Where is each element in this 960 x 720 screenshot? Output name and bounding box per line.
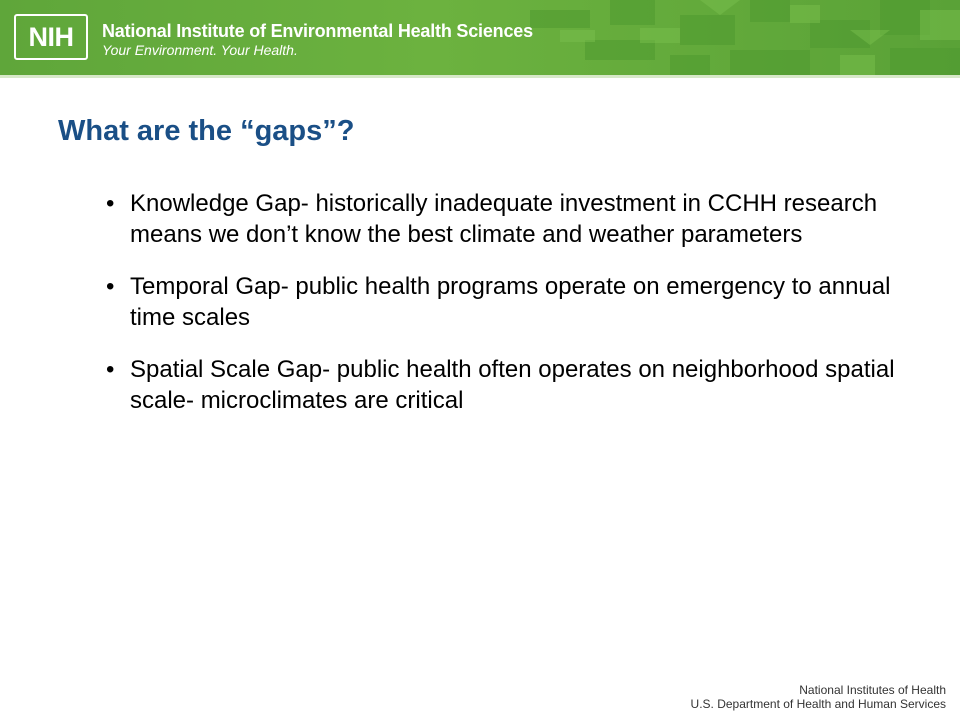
bullet-item-knowledge-gap — [106, 188, 906, 250]
footer-line-nih: National Institutes of Health — [799, 683, 946, 697]
footer-line-hhs: U.S. Department of Health and Human Services — [690, 697, 946, 711]
header-banner — [0, 0, 960, 75]
banner-divider — [0, 75, 960, 78]
nih-logo-text: NIH — [28, 21, 74, 52]
bullet-text: Knowledge Gap- historically inadequate investment in CCHH research means we don’t know the best climate and weather parameters — [130, 190, 878, 248]
nih-logo — [14, 14, 88, 60]
bullet-item-temporal-gap — [106, 271, 906, 333]
bullet-list — [106, 188, 906, 437]
bullet-marker: • — [106, 356, 115, 383]
bullet-marker: • — [106, 190, 115, 217]
bullet-marker: • — [106, 273, 115, 300]
organization-tagline: Your Environment. Your Health. — [102, 42, 298, 58]
bullet-text: Temporal Gap- public health programs operate on emergency to annual time scales — [130, 273, 891, 331]
slide-title: What are the “gaps”? — [58, 115, 355, 147]
bullet-text: Spatial Scale Gap- public health often operates on neighborhood spatial scale- microclimates are critical — [130, 356, 895, 414]
footer — [691, 683, 946, 711]
organization-name: National Institute of Environmental Health Sciences — [102, 21, 533, 41]
banner-pattern — [490, 0, 960, 75]
bullet-item-spatial-scale-gap — [106, 354, 906, 416]
